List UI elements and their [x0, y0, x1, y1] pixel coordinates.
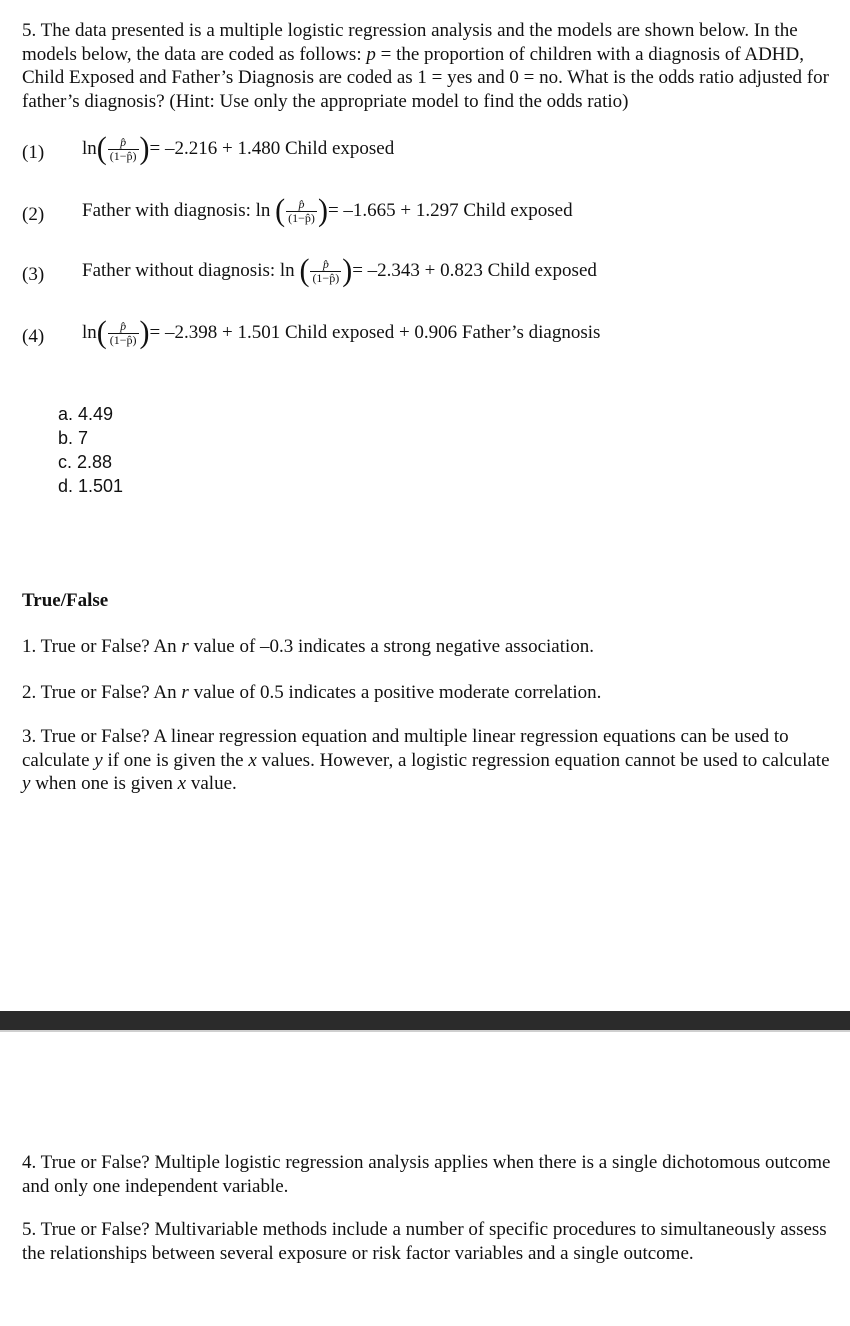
x-variable: x [177, 773, 187, 794]
fraction-denominator: (1−p̂) [312, 270, 340, 285]
tf-q3-text: if one is given the [102, 749, 249, 771]
model-3-number: (3) [22, 264, 45, 285]
fraction-numerator: p̂ [322, 256, 329, 271]
fraction-denominator: (1−p̂) [288, 210, 315, 225]
model-2-rhs: = –1.665 + 1.297 Child exposed [327, 200, 573, 221]
tf-question-4: 4. True or False? Multiple logistic regression analysis applies when there is a single dichotomous outcome and only one independent variable. [22, 1152, 831, 1197]
y-variable: y [22, 773, 31, 794]
tf-question-5: 5. True or False? Multivariable methods include a number of specific procedures to simultaneously assess the relationships between several exposure or risk factor variables and a single outcome. [22, 1219, 827, 1264]
phat-fraction [108, 136, 139, 163]
fraction-numerator: p̂ [120, 318, 127, 333]
r-variable: r [181, 636, 189, 657]
tf-question-2 [22, 681, 832, 705]
model-4-rhs: = –2.398 + 1.501 Child exposed + 0.906 Father’s diagnosis [149, 322, 601, 343]
close-paren: ) [342, 253, 353, 288]
model-1-equation [82, 131, 395, 166]
phat-fraction [286, 198, 317, 225]
close-paren: ) [317, 193, 328, 228]
question-text-part1: 5. The data presented is a multiple logistic regression analysis and the models are shown below. In the models below, the data are coded as follows: [22, 20, 798, 65]
option-a: a. 4.49 [58, 404, 114, 424]
option-c: c. 2.88 [58, 452, 113, 472]
model-1-rhs: = –2.216 + 1.480 Child exposed [149, 138, 395, 159]
fraction-denominator: (1−p̂) [109, 332, 137, 347]
phat-fraction [108, 320, 139, 347]
page-divider-edge [0, 1030, 850, 1032]
model-2-prefix: Father with diagnosis: [82, 200, 256, 221]
p-variable: p [366, 43, 376, 65]
model-2-number: (2) [22, 204, 45, 225]
open-paren: ( [299, 253, 310, 288]
fraction-denominator: (1−p̂) [109, 148, 137, 163]
model-3-rhs: = –2.343 + 0.823 Child exposed [352, 260, 597, 281]
model-2-equation [82, 193, 573, 228]
question-text-part2: = the proportion of children with a diagnosis of ADHD, Child Exposed and Father’s Diagnosis are coded as 1 = yes and 0 = no. What is the odds ratio adjusted for father’s diagnosis? (Hint: Use only the appropriate model to find the odds ratio) [22, 43, 829, 112]
model-3-equation [82, 253, 597, 288]
r-variable: r [181, 682, 189, 703]
model-4-number: (4) [22, 326, 45, 347]
open-paren: ( [96, 315, 107, 350]
option-b: b. 7 [58, 428, 89, 448]
y-variable: y [94, 749, 103, 771]
tf-question-3 [22, 725, 832, 796]
tf-q3-text-end: value. [186, 773, 237, 794]
model-3-prefix: Father without diagnosis: [82, 260, 280, 281]
question-text [22, 19, 832, 113]
model-4-ln: ln [82, 322, 97, 343]
tf-q2-text-end: value of 0.5 indicates a positive moderate correlation. [188, 682, 602, 703]
tf-q1-text-end: value of –0.3 indicates a strong negative association. [188, 636, 595, 657]
tf-q3-text: when one is given [30, 773, 178, 794]
model-1-ln: ln [82, 138, 97, 159]
model-3-ln: ln [279, 260, 295, 281]
model-2-ln: ln [255, 200, 271, 221]
tf-question-1 [22, 635, 832, 659]
fraction-numerator: p̂ [120, 134, 127, 149]
tf-q1-text: 1. True or False? An [22, 636, 182, 657]
tf-q2-text: 2. True or False? An [22, 682, 182, 703]
tf-q3-text: values. However, a logistic regression equation cannot be used to calculate [256, 749, 830, 771]
phat-fraction [310, 258, 341, 285]
model-1-number: (1) [22, 142, 45, 163]
fraction-numerator: p̂ [298, 196, 305, 211]
section-title: True/False [22, 590, 109, 611]
option-d: d. 1.501 [58, 476, 124, 496]
model-4-equation [82, 315, 601, 350]
tf-q3-text: 3. True or False? A linear regression equation and multiple linear regression equations can be used to calculate [22, 726, 789, 771]
close-paren: ) [139, 131, 150, 166]
page-divider [0, 1011, 850, 1030]
x-variable: x [248, 749, 257, 771]
close-paren: ) [139, 315, 150, 350]
open-paren: ( [96, 131, 107, 166]
open-paren: ( [275, 193, 286, 228]
